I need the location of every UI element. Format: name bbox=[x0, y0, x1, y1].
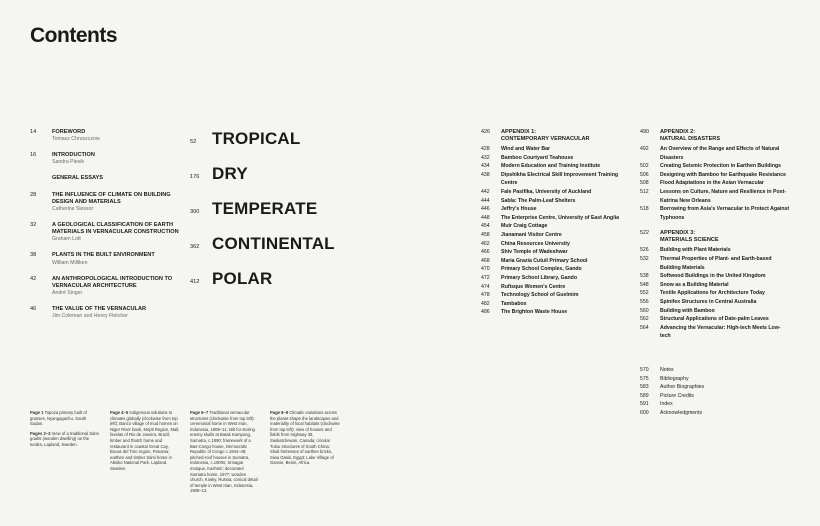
toc-entry[interactable] bbox=[30, 252, 180, 266]
toc-item[interactable] bbox=[640, 383, 780, 392]
entry-author: Graham Lott bbox=[52, 236, 81, 243]
toc-item[interactable] bbox=[481, 291, 631, 300]
item-title: Primary School Complex, Gando bbox=[501, 266, 582, 273]
caption-label: Pages 2–3 bbox=[30, 430, 51, 436]
toc-item[interactable] bbox=[481, 274, 631, 283]
caption-label: Page 1 bbox=[30, 410, 44, 415]
appendix-2-3 bbox=[640, 129, 790, 341]
item-title: An Overview of the Range and Effects of Natural Disasters bbox=[660, 146, 780, 161]
toc-item[interactable] bbox=[640, 179, 790, 188]
toc-item[interactable] bbox=[640, 205, 790, 222]
entry-title: A GEOLOGICAL CLASSIFICATION OF EARTH MATERIALS IN VERNACULAR CONSTRUCTION bbox=[52, 222, 179, 236]
toc-item[interactable] bbox=[481, 283, 631, 292]
page-number: 14 bbox=[30, 129, 37, 135]
toc-item[interactable] bbox=[481, 188, 631, 197]
item-title: Dipshikha Electrical Skill Improvement Training Centre bbox=[501, 171, 619, 187]
item-title: Flood Adaptations in the Asian Vernacular bbox=[660, 180, 764, 187]
page-number: 38 bbox=[30, 252, 37, 259]
page-number: 300 bbox=[190, 209, 200, 215]
toc-item[interactable] bbox=[481, 171, 631, 188]
essays-list bbox=[30, 129, 180, 329]
appendix-items bbox=[640, 246, 790, 341]
page-number: 552 bbox=[640, 290, 649, 297]
toc-item[interactable] bbox=[481, 214, 631, 223]
toc-item[interactable] bbox=[481, 222, 631, 231]
caption-text: View of a traditional Sámi goahti (wooden dwelling) on the tundra, Lapland, Sweden. bbox=[30, 430, 99, 447]
toc-item[interactable] bbox=[640, 255, 790, 272]
caption-text: Topoza primary built of grasses, Nyangagachu, South Sudan. bbox=[30, 410, 87, 427]
entry-author: William Milliken bbox=[52, 259, 88, 266]
toc-item[interactable] bbox=[640, 272, 790, 281]
page-number: 518 bbox=[640, 206, 649, 213]
section-heading bbox=[30, 175, 180, 182]
page-number: 583 bbox=[640, 384, 649, 391]
item-title: The Enterprise Centre, University of East Anglia bbox=[501, 214, 619, 221]
appendix-label: APPENDIX 1: bbox=[501, 129, 537, 135]
toc-item[interactable] bbox=[640, 171, 790, 180]
page-number: 482 bbox=[481, 300, 490, 307]
page-number: 438 bbox=[481, 171, 490, 178]
page-number: 522 bbox=[640, 230, 649, 237]
page-number: 478 bbox=[481, 292, 490, 299]
toc-item[interactable] bbox=[481, 257, 631, 266]
item-title: Jianamani Visitor Centre bbox=[501, 231, 562, 238]
appendix-heading[interactable] bbox=[640, 230, 790, 244]
item-title: Technology School of Guelmim bbox=[501, 292, 579, 299]
climate-title: TROPICAL bbox=[212, 129, 301, 148]
caption-block bbox=[270, 410, 340, 470]
item-title: Acknowledgments bbox=[660, 409, 703, 416]
toc-item[interactable] bbox=[640, 307, 790, 316]
toc-item[interactable] bbox=[640, 162, 790, 171]
toc-item[interactable] bbox=[640, 246, 790, 255]
page-number: 512 bbox=[640, 188, 649, 195]
toc-item[interactable] bbox=[640, 315, 790, 324]
item-title: Advancing the Vernacular: High-tech Meets Low-tech bbox=[660, 324, 781, 340]
page-number: 454 bbox=[481, 223, 490, 230]
page-number: 564 bbox=[640, 324, 649, 331]
toc-entry[interactable] bbox=[30, 129, 180, 143]
item-title: Softwood Buildings in the United Kingdom bbox=[660, 273, 766, 280]
toc-item[interactable] bbox=[640, 375, 780, 384]
appendix-title: CONTEMPORARY VERNACULAR bbox=[501, 136, 590, 142]
entry-title: THE INFLUENCE OF CLIMATE ON BUILDING DESIGN AND MATERIALS bbox=[52, 191, 171, 205]
entry-title: AN ANTHROPOLOGICAL INTRODUCTION TO VERNACULAR ARCHITECTURE bbox=[52, 275, 173, 289]
item-title: Designing with Bamboo for Earthquake Resistance bbox=[660, 171, 786, 178]
toc-item[interactable] bbox=[640, 366, 780, 375]
entry-title: THE VALUE OF THE VERNACULAR bbox=[52, 306, 147, 313]
toc-item[interactable] bbox=[640, 298, 790, 307]
entry-author: Sandra Piesik bbox=[52, 159, 85, 166]
item-title: Sabla: The Palm-Leaf Shelters bbox=[501, 197, 576, 204]
caption-block bbox=[30, 410, 100, 452]
toc-entry[interactable] bbox=[30, 276, 180, 297]
appendix-heading[interactable] bbox=[640, 129, 790, 143]
caption-label: Page 6–7 bbox=[190, 410, 209, 415]
toc-entry[interactable] bbox=[30, 222, 180, 243]
page-number: 448 bbox=[481, 214, 490, 221]
climate-title: DRY bbox=[212, 164, 248, 183]
page-number: 506 bbox=[640, 171, 649, 178]
page-number: 486 bbox=[481, 309, 490, 316]
page-number: 575 bbox=[640, 375, 649, 382]
toc-item[interactable] bbox=[640, 409, 780, 418]
item-title: Author Biographies bbox=[660, 384, 705, 391]
page-number: 444 bbox=[481, 197, 490, 204]
appendix-heading[interactable] bbox=[481, 129, 631, 143]
entry-title: PLANTS IN THE BUILT ENVIRONMENT bbox=[52, 252, 155, 259]
toc-item[interactable] bbox=[640, 188, 790, 205]
toc-item[interactable] bbox=[640, 281, 790, 290]
page-number: 589 bbox=[640, 392, 649, 399]
page-number: 591 bbox=[640, 401, 649, 408]
page-number: 470 bbox=[481, 266, 490, 273]
toc-item[interactable] bbox=[481, 248, 631, 257]
toc-entry[interactable] bbox=[30, 306, 180, 320]
toc-item[interactable] bbox=[481, 197, 631, 206]
page-number: 560 bbox=[640, 307, 649, 314]
toc-item[interactable] bbox=[481, 300, 631, 309]
entry-author: André Singer bbox=[52, 290, 83, 297]
item-title: Primary School Library, Gando bbox=[501, 274, 578, 281]
toc-entry[interactable] bbox=[30, 192, 180, 213]
appendix-items bbox=[640, 145, 790, 222]
toc-item[interactable] bbox=[640, 145, 790, 162]
entry-title: GENERAL ESSAYS bbox=[52, 175, 103, 182]
caption-text: Climatic variations across the planet shape the landscapes and materiality of local habitats (clockwise from top left): view of houses and fields from Highway 35, Saskatchewan, Canada; circular Tulou structures of South China; Shali fortresses of earthen bricks, Siwa Oasis, Egypt; Lake Village of Ganvie, Benin, Africa. bbox=[270, 410, 340, 466]
toc-item[interactable] bbox=[481, 240, 631, 249]
caption-label: Page 4–5 bbox=[110, 410, 129, 415]
entry-author: Jim Coleman and Henry Fletcher bbox=[52, 313, 128, 320]
page-title: Contents bbox=[30, 24, 117, 47]
item-title: The Brighton Waste House bbox=[501, 309, 568, 316]
appendix-label: APPENDIX 3: bbox=[660, 230, 696, 237]
item-title: Maria Grazia Cutuli Primary School bbox=[501, 257, 588, 264]
page-number: 490 bbox=[640, 129, 649, 135]
toc-item[interactable] bbox=[640, 324, 790, 341]
item-title: Borrowing from Asia's Vernacular to Protect Against Typhoons bbox=[660, 206, 790, 221]
page-number: 538 bbox=[640, 273, 649, 280]
page-number: 434 bbox=[481, 163, 490, 170]
back-matter bbox=[640, 366, 780, 418]
page-number: 46 bbox=[30, 306, 37, 313]
item-title: Jeffry's House bbox=[501, 206, 537, 213]
item-title: Notes bbox=[660, 367, 674, 373]
page-number: 442 bbox=[481, 188, 490, 195]
item-title: Bibliography bbox=[660, 375, 689, 382]
page-number: 52 bbox=[190, 139, 197, 145]
toc-item[interactable] bbox=[481, 154, 631, 163]
page-number: 428 bbox=[481, 146, 490, 152]
page-number: 32 bbox=[30, 222, 37, 229]
page-number: 362 bbox=[190, 244, 200, 250]
item-title: Snow as a Building Material bbox=[660, 281, 729, 288]
item-title: Building with Plant Materials bbox=[660, 247, 731, 254]
item-title: Spinifex Structures in Central Australia bbox=[660, 298, 757, 305]
item-title: Index bbox=[660, 401, 673, 408]
page-number: 526 bbox=[640, 247, 649, 254]
toc-item[interactable] bbox=[481, 231, 631, 240]
page-number: 446 bbox=[481, 206, 490, 213]
page-number bbox=[30, 175, 52, 182]
toc-item[interactable] bbox=[640, 400, 780, 409]
item-title: Lessons on Culture, Nature and Resilience in Post-Katrina New Orleans bbox=[660, 188, 786, 204]
toc-item[interactable] bbox=[481, 308, 631, 317]
toc-item[interactable] bbox=[481, 162, 631, 171]
page-number: 176 bbox=[190, 174, 200, 180]
item-title: Modern Education and Training Institute bbox=[501, 163, 601, 170]
entry-title: FOREWORD bbox=[52, 129, 86, 135]
page-number: 28 bbox=[30, 191, 37, 198]
caption-text: Indigenous solutions to climates globally (clockwise from top left): Banco village of mud homes on Niger River bank, Mopti Region, Mali; favelas of Rio de Janeiro, Brazil; timber and thatch home and restaurant in coastal Great Cay, Bocas del Toro region, Panama; earthen and timber Sámi home in Abisko National Park, Lapland, Sweden. bbox=[110, 410, 180, 471]
appendix-1 bbox=[481, 129, 631, 317]
page-number: 16 bbox=[30, 152, 37, 159]
page-number: 502 bbox=[640, 163, 649, 170]
appendix-title: MATERIALS SCIENCE bbox=[660, 237, 719, 244]
item-title: Shiv Temple of Wadeshwar bbox=[501, 249, 568, 256]
caption-text: Traditional vernacular structures (clockwise from top left): ceremonial home in West Irian, Indonesia, 1908–11; stilt for storing enemy skulls at Batak Kampong, Sumatra, c.1890; framework of a Bas-Congo house, Democratic Republic of Congo c.1944–49; pitched-roof houses in Sumatra, Indonesia, c.1900s; Srinagar mosque, Kashmir; decorated Sumatra home, 1977; wooden church, Kosky, Russia; conical detail of temple in West Irian, Indonesia, 1908–12. bbox=[190, 410, 258, 494]
item-title: Muir Craig Cottage bbox=[501, 223, 548, 230]
page-number: 508 bbox=[640, 180, 649, 187]
toc-item[interactable] bbox=[481, 205, 631, 214]
toc-item[interactable] bbox=[481, 265, 631, 274]
page-number: 412 bbox=[190, 279, 200, 285]
appendix-title: NATURAL DISASTERS bbox=[660, 136, 721, 142]
page-number: 556 bbox=[640, 298, 649, 305]
item-title: Creating Seismic Protection in Earthen Buildings bbox=[660, 163, 782, 170]
page-number: 42 bbox=[30, 275, 37, 282]
appendix-items bbox=[481, 145, 631, 317]
page-number: 562 bbox=[640, 316, 649, 323]
page-number: 492 bbox=[640, 146, 649, 152]
item-title: Fale Pasifika, University of Auckland bbox=[501, 188, 592, 195]
page-number: 600 bbox=[640, 409, 649, 416]
page-number: 548 bbox=[640, 281, 649, 288]
page-number: 426 bbox=[481, 129, 490, 135]
page-number: 466 bbox=[481, 249, 490, 256]
page-number: 570 bbox=[640, 367, 649, 373]
toc-entry[interactable] bbox=[30, 152, 180, 166]
item-title: Textile Applications for Architecture Today bbox=[660, 290, 765, 297]
page-number: 532 bbox=[640, 255, 649, 262]
caption-block bbox=[190, 410, 260, 498]
page-number: 462 bbox=[481, 240, 490, 247]
caption-label: Page 8–9 bbox=[270, 410, 289, 415]
item-title: Rufisque Women's Centre bbox=[501, 283, 566, 290]
appendix-label: APPENDIX 2: bbox=[660, 129, 696, 135]
climate-title: CONTINENTAL bbox=[212, 234, 335, 253]
item-title: Wind and Water Bar bbox=[501, 146, 551, 152]
item-title: Picture Credits bbox=[660, 392, 695, 399]
item-title: Bamboo Courtyard Teahouse bbox=[501, 154, 574, 161]
toc-item[interactable] bbox=[640, 289, 790, 298]
item-title: Structural Applications of Date-palm Leaves bbox=[660, 316, 769, 323]
page-number: 432 bbox=[481, 154, 490, 161]
page-number: 458 bbox=[481, 231, 490, 238]
climate-title: POLAR bbox=[212, 269, 273, 288]
entry-title: INTRODUCTION bbox=[52, 152, 95, 159]
item-title: Building with Bamboo bbox=[660, 307, 715, 314]
entry-author: Tomasz Chruszczow bbox=[52, 136, 100, 143]
item-title: Thermal Properties of Plant- and Earth-based Building Materials bbox=[660, 255, 772, 271]
page-number: 472 bbox=[481, 274, 490, 281]
page-number: 474 bbox=[481, 283, 490, 290]
toc-item[interactable] bbox=[481, 145, 631, 154]
page-number: 468 bbox=[481, 257, 490, 264]
item-title: Tambabox bbox=[501, 300, 527, 307]
entry-author: Catherine Slessor bbox=[52, 206, 94, 213]
caption-block bbox=[110, 410, 180, 476]
climate-title: TEMPERATE bbox=[212, 199, 318, 218]
item-title: China Resources University bbox=[501, 240, 570, 247]
toc-item[interactable] bbox=[640, 392, 780, 401]
